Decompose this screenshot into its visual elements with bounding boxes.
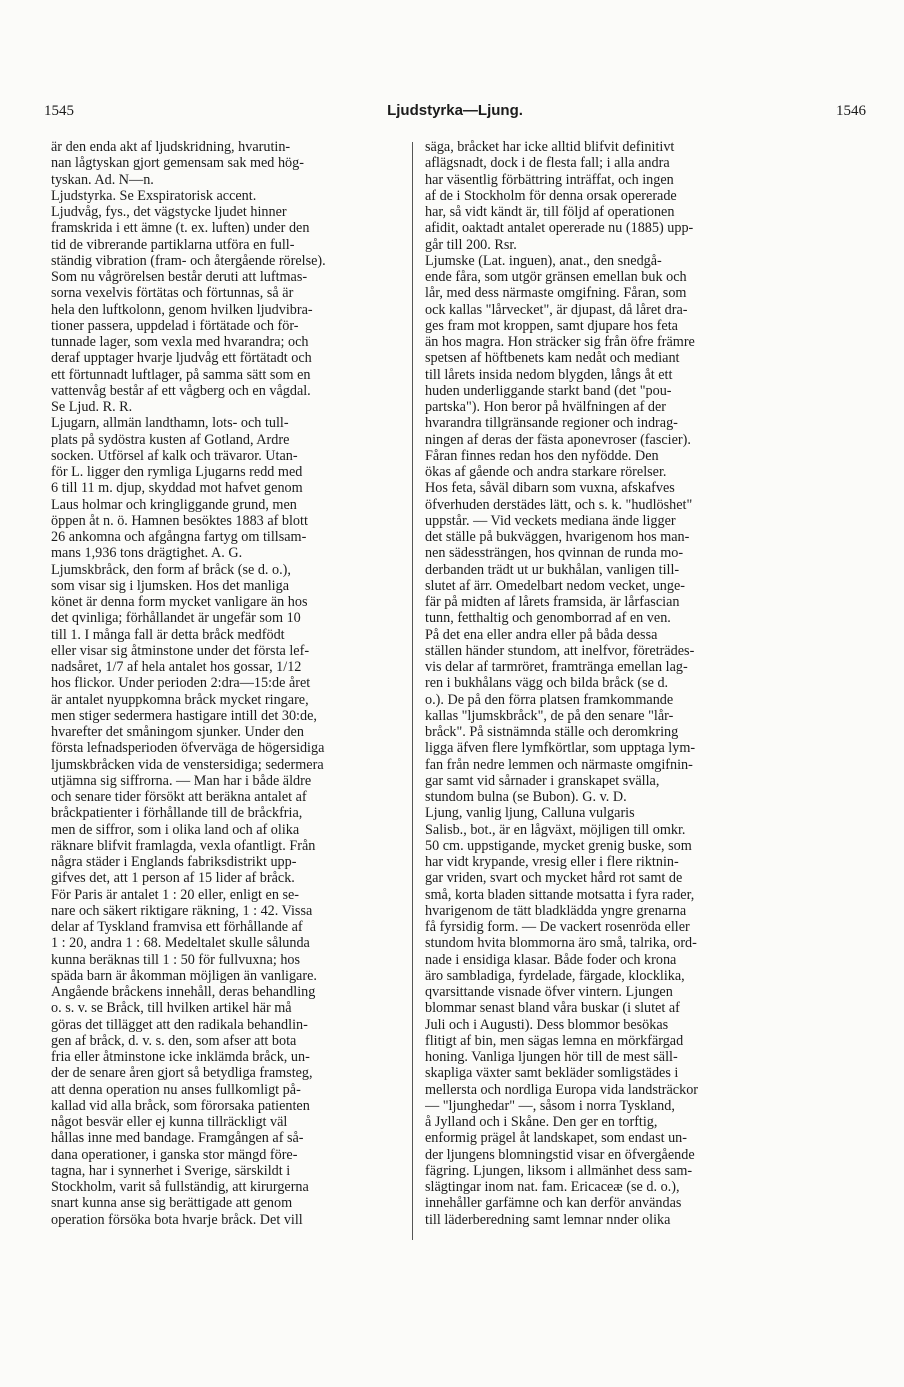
- text-line: slägtingar inom nat. fam. Ericaceæ (se d. o.),: [425, 1179, 680, 1195]
- text-line: ock kallas "lårvecket", är djupast, då låret dra-: [425, 301, 688, 318]
- text-line: å Jylland och i Skåne. Den ger en torftig,: [425, 1114, 658, 1130]
- text-line: fan från nedre lemmen och närmaste omgifnin-: [425, 756, 693, 773]
- text-line: af de i Stockholm för denna orsak opererade: [425, 187, 677, 204]
- text-line: har vidt krypande, vresig eller i flere riktnin-: [425, 854, 679, 870]
- text-line: slutet af ärr. Omedelbart nedom vecket, unge-: [425, 577, 686, 594]
- text-line: späda barn är åkomman möjligen än vanligare.: [51, 967, 317, 984]
- text-line: enformig prägel åt landskapet, som endast un-: [425, 1130, 687, 1147]
- text-line: der de senare åren gjort så betydliga framsteg,: [51, 1065, 313, 1082]
- text-line: gifves det, att 1 person af 15 lider af bråck.: [51, 870, 295, 887]
- text-line: är antalet nyuppkomna bråck mycket ringare,: [51, 691, 309, 708]
- text-line: 1 : 20, andra 1 : 68. Medeltalet skulle sålunda: [51, 935, 310, 952]
- text-line: mans 1,936 tons drägtighet. A. G.: [51, 545, 243, 562]
- text-line: innehåller garfämne och kan derför användas: [425, 1195, 682, 1212]
- text-line: gar samt vid sårnader i granskapet svälla,: [425, 772, 660, 789]
- text-line: sorna vexelvis förtätas och förtunnas, så är: [51, 285, 294, 302]
- text-line: 6 till 11 m. djup, skyddad mot hafvet genom: [51, 480, 303, 497]
- text-line: räknare blifvit framlagda, vexla ofantligt. Från: [51, 837, 316, 854]
- text-line: hållas inne med bandage. Framgången af så-: [51, 1130, 304, 1147]
- text-line: lår, med dess närmaste omgifning. Fåran, som: [425, 285, 687, 302]
- text-line: ligga äfven flere lymfkörtlar, som upptaga lym-: [425, 740, 696, 757]
- text-line: för L. ligger den rymliga Ljugarns redd med: [51, 464, 303, 480]
- text-line: tagna, har i synnerhet i Sverige, särskildt i: [51, 1162, 291, 1179]
- text-line: På det ena eller andra eller på båda dessa: [425, 626, 658, 643]
- text-line: nare och säkert riktigare räkning, 1 : 42. Vissa: [51, 902, 313, 919]
- text-line: uppstår. — Vid veckets mediana ände ligger: [425, 512, 676, 529]
- text-line: har, så vidt kändt är, till följd af operationen: [425, 204, 675, 220]
- text-line: ende fåra, som utgör gränsen emellan buk och: [425, 269, 687, 285]
- text-line: gen af bråck, d. v. s. den, som afser att bota: [51, 1032, 297, 1049]
- text-line: spetsen af höftbenets kam nedåt och mediant: [425, 350, 680, 367]
- text-line: vis delar af tarmröret, framtränga emellan lag-: [425, 659, 688, 675]
- text-line: hvarefter det småningom sjunker. Under den: [51, 724, 304, 740]
- text-line: tunnade lager, som vexla med hvarandra; och: [51, 334, 309, 350]
- text-line: nen sädessträngen, hos qvinnan de runda mo-: [425, 545, 684, 562]
- text-line: Stockholm, varit så fullständig, att kirurgerna: [51, 1179, 309, 1195]
- page-header: [44, 103, 866, 125]
- text-line: deraf upptager hvarje ljudvåg ett förtätadt och: [51, 350, 312, 367]
- text-line: ljumskbråcken vida de venstersidiga; sedermera: [51, 756, 324, 773]
- text-line: ställen händer stundom, att inelfvor, företrädes-: [425, 642, 695, 659]
- text-line: det qvinliga; förhållandet är ungefär som 10: [51, 610, 301, 627]
- text-line: till lårets insida nedom blygden, långs åt ett: [425, 366, 673, 383]
- text-line: tunn, fetthaltig och genomborrad af en ven.: [425, 610, 671, 627]
- text-line: Juli och i Augusti). Dess blommor besökas: [425, 1016, 669, 1033]
- column-divider: [412, 142, 413, 1240]
- text-line: stundom bulna (se Bubon). G. v. D.: [425, 789, 627, 805]
- text-line: ökas af gående och andra starkare rörelser.: [425, 464, 667, 480]
- text-line: Ljugarn, allmän landthamn, lots- och tull-: [51, 415, 289, 432]
- text-line: dana operationer, i ganska stor mängd före-: [51, 1146, 298, 1163]
- text-line: Ljudvåg, fys., det vägstycke ljudet hinner: [51, 204, 287, 220]
- text-line: Som nu vågrörelsen består deruti att luftmas-: [51, 269, 308, 285]
- text-line: stundom hvita blommorna äro små, talrika, ord-: [425, 935, 697, 952]
- text-line: operation försöka bota hvarje bråck. Det vill: [51, 1211, 303, 1228]
- text-line: små, korta bladen sittande motsatta i fyra rader,: [425, 886, 695, 903]
- text-line: 50 cm. uppstigande, mycket grenig buske, som: [425, 837, 692, 854]
- text-line: Ljung, vanlig ljung, Calluna vulgaris: [425, 805, 635, 822]
- text-line: och senare tider försökt att beräkna antalet af: [51, 789, 307, 805]
- text-line: nade i ensidiga klasar. Både foder och krona: [425, 951, 677, 968]
- text-line: ren i bukhålans vägg och bilda bråck (se d.: [425, 675, 669, 692]
- text-line: honing. Vanliga ljungen hör till de mest säll-: [425, 1049, 678, 1065]
- text-line: Se Ljud. R. R.: [51, 399, 133, 415]
- text-line: För Paris är antalet 1 : 20 eller, enligt en se-: [51, 886, 300, 903]
- text-line: är den enda akt af ljudskridning, hvarutin-: [51, 139, 291, 155]
- text-line: fria eller åtminstone icke inklämda bråck, un-: [51, 1049, 310, 1065]
- text-line: till 1. I många fall är detta bråck medfödt: [51, 626, 285, 643]
- text-line: snart kunna anse sig berättigade att genom: [51, 1195, 293, 1212]
- text-line: ständig vibration (fram- och återgående rörelse).: [51, 252, 326, 269]
- text-line: äro sambladiga, fyrdelade, färgade, klocklika,: [425, 967, 685, 984]
- text-line: öppen åt n. ö. Hamnen besöktes 1883 af blott: [51, 512, 308, 529]
- right-column: [425, 139, 783, 1228]
- text-line: nan lågtyskan gjort gemensam sak med hög-: [51, 155, 304, 172]
- left-column: [51, 139, 409, 1228]
- text-line: mellersta och nordliga Europa vida landsträckor: [425, 1081, 699, 1098]
- text-line: säga, bråcket har icke alltid blifvit definitivt: [425, 139, 675, 155]
- text-line: Angående bråckens innehåll, deras behandling: [51, 984, 316, 1000]
- text-line: könet är denna form mycket vanligare än hos: [51, 594, 308, 610]
- text-line: Laus holmar och kringliggande grund, men: [51, 496, 297, 513]
- text-line: bråckpatienter i förhållande till de bråckfria,: [51, 805, 303, 822]
- text-line: derbanden trädt ut ur bukhålan, vanligen till-: [425, 561, 680, 578]
- text-line: första lefnadsperioden öfverväga de högersidiga: [51, 740, 325, 757]
- text-line: att denna operation nu anses fullkomligt på-: [51, 1081, 301, 1098]
- text-line: 26 ankomna och afgångna fartyg om tillsam-: [51, 529, 307, 545]
- text-line: Salisb., bot., är en lågväxt, möjligen till omkr.: [425, 821, 686, 838]
- text-line: öfverhuden derstädes lätt, och s. k. "hudlöshet": [425, 496, 693, 513]
- text-line: aflägsnadt, dock i de flesta fall; i alla andra: [425, 155, 670, 172]
- running-head: Ljudstyrka—Ljung.: [387, 102, 523, 119]
- text-line: tid de vibrerande partiklarna utföra en full-: [51, 236, 295, 253]
- text-line: qvarsittande visnade öfver vintern. Ljungen: [425, 984, 673, 1000]
- text-line: än hos magra. Hon sträcker sig från öfre främre: [425, 334, 695, 350]
- text-line: men stiger sedermera hastigare intill det 30:de,: [51, 707, 317, 724]
- left-page-number: 1545: [44, 103, 74, 119]
- text-line: få fyrsidig form. — De vackert rosenröda eller: [425, 919, 690, 935]
- text-line: ges fram mot kroppen, samt djupare hos feta: [425, 317, 678, 334]
- text-line: det ställe på bukväggen, hvarigenom hos man-: [425, 529, 690, 545]
- text-line: några städer i Englands fabriksdistrikt upp-: [51, 854, 297, 870]
- text-line: bråck". På sistnämnda ställe och deromkring: [425, 724, 679, 740]
- text-line: har väsentlig förbättring inträffat, och ingen: [425, 171, 674, 188]
- text-line: Ljumskbråck, den form af bråck (se d. o.),: [51, 561, 291, 578]
- text-line: till läderberedning samt lemnar nnder olika: [425, 1211, 671, 1228]
- text-line: göras det tillägget att den radikala behandlin-: [51, 1016, 308, 1033]
- text-line: flitigt af bin, men sägas lemna en mörkfärgad: [425, 1032, 684, 1049]
- text-line: nadsåret, 1/7 af hela antalet hos gossar, 1/12: [51, 659, 302, 675]
- text-line: Ljudstyrka. Se Exspiratorisk accent.: [51, 187, 257, 204]
- text-line: ett förtunnadt luftlager, på samma sätt som en: [51, 366, 311, 383]
- text-line: utjämna sig siffrorna. — Man har i både äldre: [51, 772, 312, 789]
- text-line: afidit, oaktadt antalet opererade nu (1885) upp-: [425, 220, 694, 237]
- text-line: tioner passera, uppdelad i förtätade och för-: [51, 317, 299, 334]
- text-line: eller visar sig åtminstone under det första lef-: [51, 642, 310, 659]
- text-line: kallas "ljumskbråck", de på den senare "lår-: [425, 707, 674, 724]
- text-line: Ljumske (Lat. inguen), anat., den snedgå-: [425, 252, 662, 269]
- text-line: gar vriden, svart och mycket hård rot samt de: [425, 870, 683, 887]
- text-line: Hos feta, såväl dibarn som vuxna, afskafves: [425, 480, 675, 497]
- text-line: skapliga växter samt bekläder somligstädes i: [425, 1065, 679, 1082]
- text-line: går till 200. Rsr.: [425, 236, 517, 253]
- text-line: ningen af deras der fästa aponevroser (fascier).: [425, 431, 691, 448]
- text-line: partska"). Hon beror på hvälfningen af der: [425, 399, 666, 415]
- text-line: något besvär eller ej kunna tillräckligt väl: [51, 1114, 288, 1130]
- text-line: o. s. v. se Bråck, till hvilken artikel här må: [51, 1000, 292, 1017]
- text-line: blommar senast bland våra buskar (i slutet af: [425, 1000, 680, 1017]
- text-line: som visar sig i ljumsken. Hos det manliga: [51, 577, 290, 594]
- text-line: — "ljunghedar" —, såsom i norra Tyskland,: [425, 1097, 675, 1114]
- text-line: der ljungens blomningstid visar en öfvergående: [425, 1146, 695, 1163]
- text-line: kunna beräknas till 1 : 50 för fullvuxna; hos: [51, 951, 301, 968]
- text-line: socken. Utförsel af kalk och trävaror. Utan-: [51, 447, 298, 464]
- text-line: tyskan. Ad. N—n.: [51, 171, 154, 188]
- text-line: fägring. Ljungen, liksom i allmänhet dess sam-: [425, 1162, 693, 1179]
- right-page-number: 1546: [836, 103, 866, 119]
- text-line: men de siffror, som i olika land och af olika: [51, 821, 300, 838]
- text-line: hvarigenom de tätt bladklädda yngre grenarna: [425, 902, 687, 919]
- text-line: vattenvåg består af ett vågberg och en vågdal.: [51, 382, 311, 399]
- text-line: framskrida i ett ämne (t. ex. luften) under den: [51, 220, 310, 237]
- text-line: hela den luftkolonn, genom hvilken ljudvibra-: [51, 301, 313, 318]
- text-line: hvarandra tillgränsande regioner och indrag-: [425, 415, 678, 432]
- text-line: huden underliggande starkt band (det "pou-: [425, 382, 672, 399]
- text-line: kallad vid alla bråck, som förorsaka patienten: [51, 1097, 310, 1114]
- text-line: plats på sydöstra kusten af Gotland, Ardre: [51, 431, 290, 448]
- text-line: fär på midten af lårets framsida, är lårfascian: [425, 594, 680, 610]
- text-line: Fåran finnes redan hos den nyfödde. Den: [425, 447, 659, 464]
- text-line: hos flickor. Under perioden 2:dra—15:de året: [51, 675, 311, 692]
- text-line: delar af Tyskland framvisa ett förhållande af: [51, 919, 303, 935]
- text-line: o.). De på den förra platsen framkommande: [425, 691, 674, 708]
